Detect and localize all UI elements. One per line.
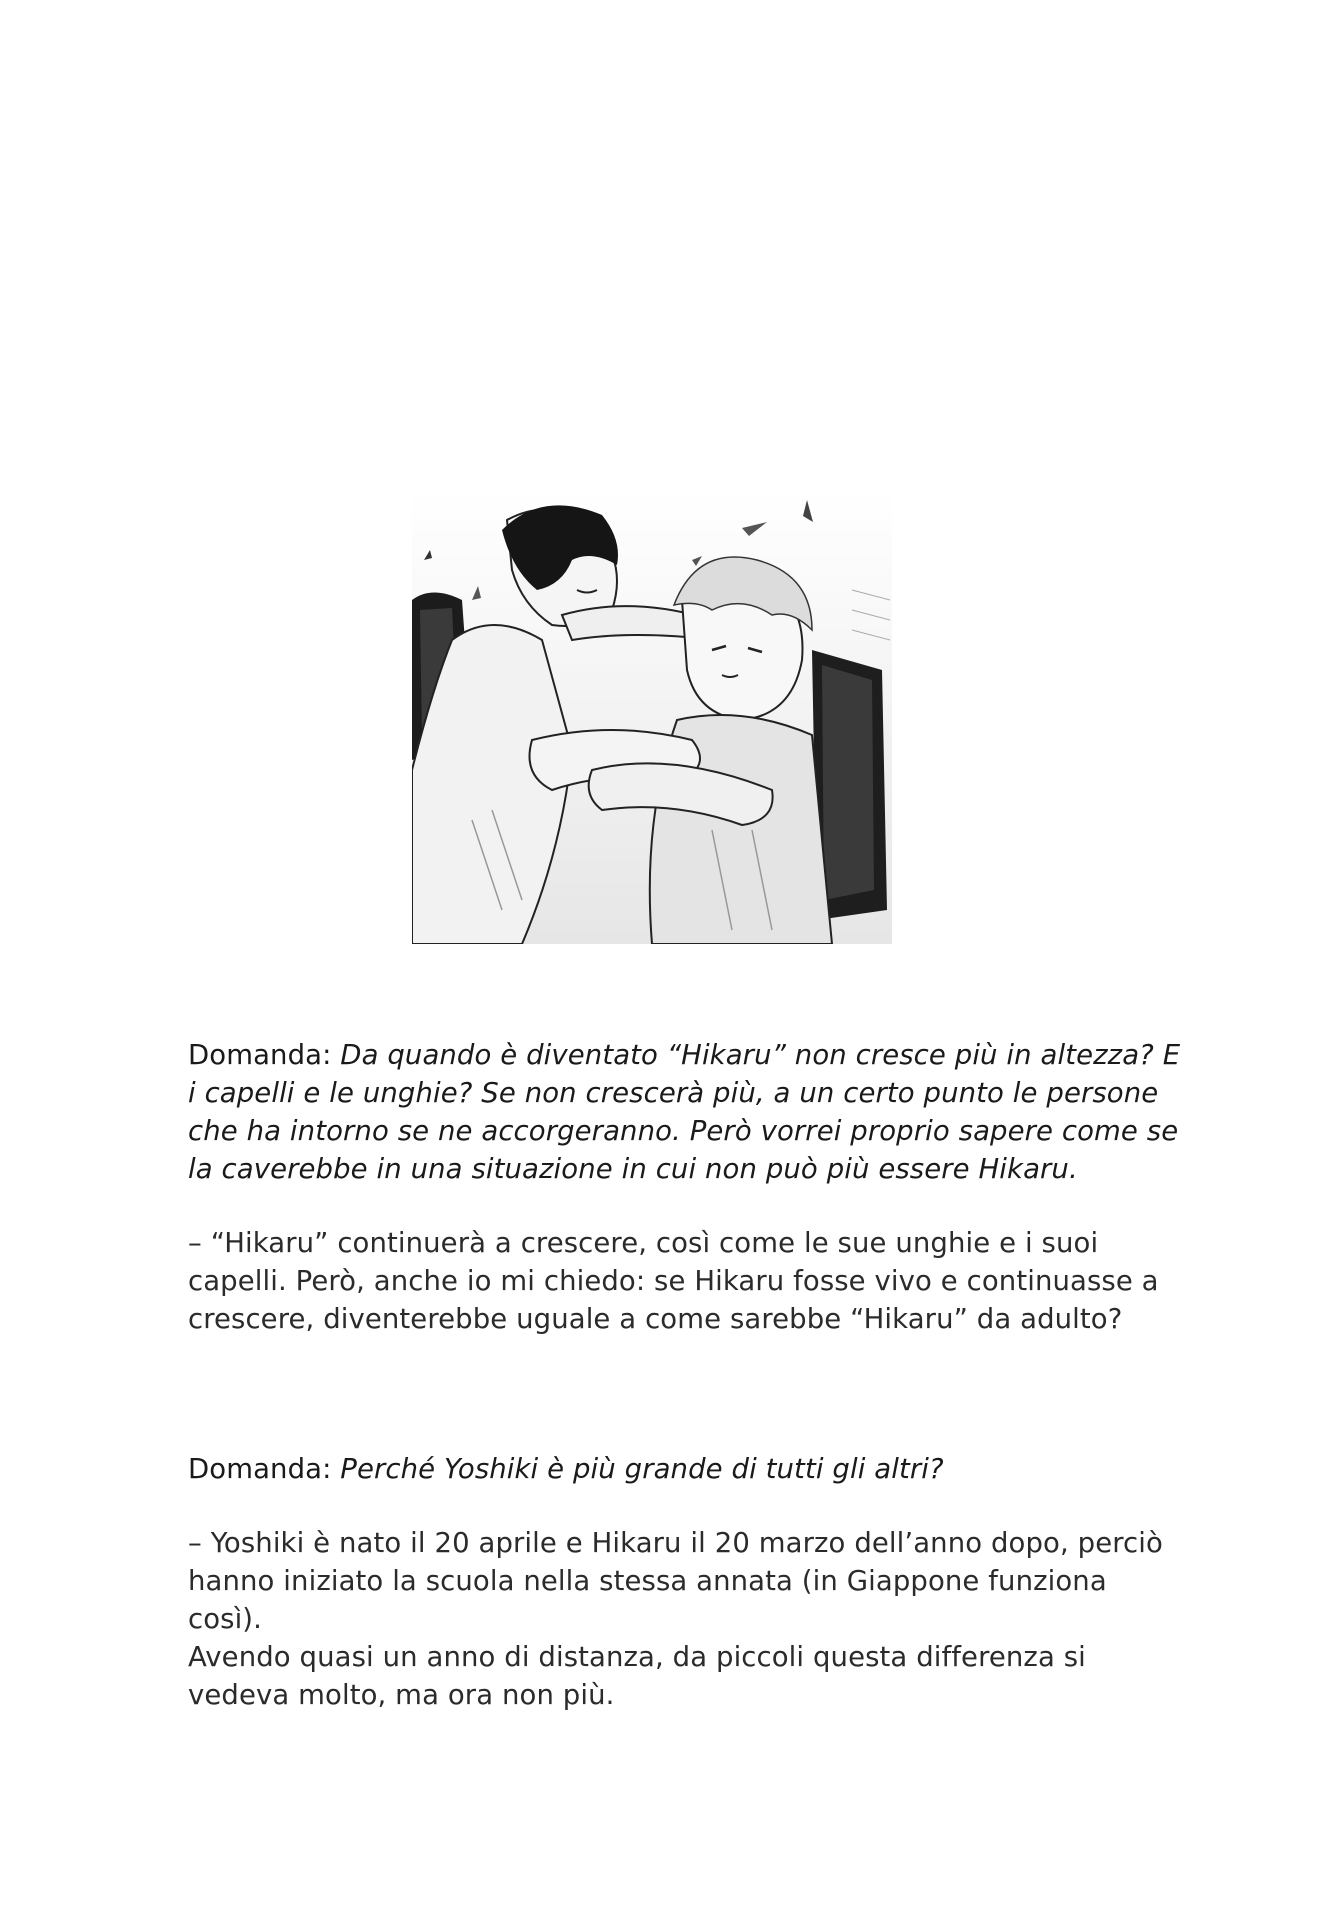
manga-two-boys-icon <box>412 490 892 944</box>
question-label: Domanda: <box>188 1039 332 1071</box>
answer-2: – Yoshiki è nato il 20 aprile e Hikaru il 20 marzo dell’anno dopo, perciò hanno iniziato la scuola nella stessa annata (in Giappone funziona così). Avendo quasi un anno di distanza, da piccoli questa differenza si vedeva molto, ma ora non più. <box>188 1527 1163 1711</box>
question-text: Perché Yoshiki è più grande di tutti gli altri? <box>340 1453 944 1485</box>
question-1 <box>188 1036 1188 1188</box>
question-text: Da quando è diventato “Hikaru” non cresce più in altezza? E i capelli e le unghie? Se non crescerà più, a un certo punto le persone che ha intorno se ne accorgeranno. Però vorrei proprio sapere come se la caverebbe in una situazione in cui non può più essere Hikaru. <box>188 1039 1181 1185</box>
question-2 <box>188 1450 1188 1488</box>
manga-illustration <box>412 490 892 944</box>
answer-1: – “Hikaru” continuerà a crescere, così come le sue unghie e i suoi capelli. Però, anche io mi chiedo: se Hikaru fosse vivo e continuasse a crescere, diventerebbe uguale a come sarebbe “Hikaru” da adulto? <box>188 1227 1159 1335</box>
question-label: Domanda: <box>188 1453 332 1485</box>
